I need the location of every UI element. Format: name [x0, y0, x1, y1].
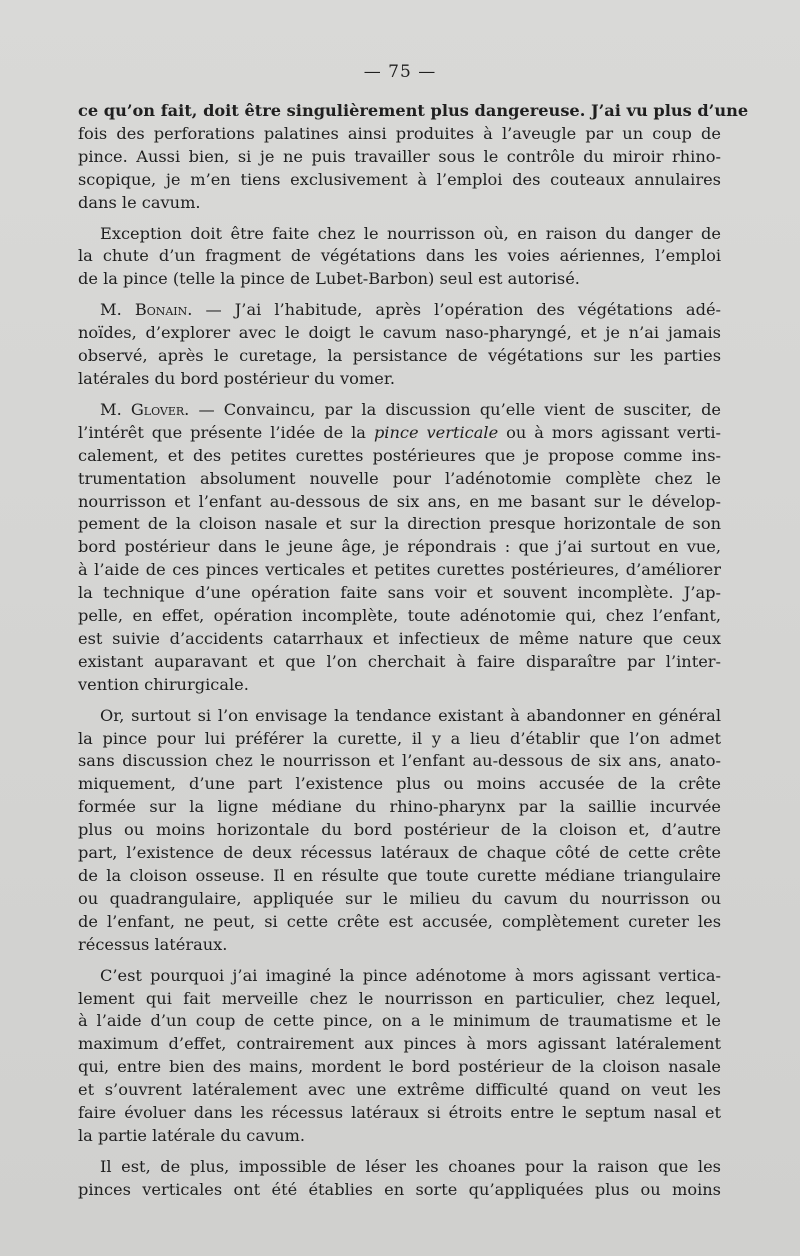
- text-line: ou quadrangulaire, appliquée sur le milieu du cavum du nourrisson ou: [78, 888, 721, 908]
- text-line: pement de la cloison nasale et sur la direction presque horizontale de son: [78, 514, 721, 534]
- text-line: pince. Aussi bien, si je ne puis travailler sous le contrôle du miroir rhino-: [78, 146, 721, 166]
- text-line: [78, 299, 721, 322]
- page-number: — 75 —: [363, 62, 437, 82]
- speaker-name: M. Bonain.: [100, 300, 193, 320]
- text-line: dans le cavum.: [78, 192, 201, 212]
- paragraph-7: [78, 1156, 721, 1202]
- text-line: de la pince (telle la pince de Lubet-Barbon) seul est autorisé.: [78, 269, 580, 289]
- text-line: et s’ouvrent latéralement avec une extrême difficulté quand on veut les: [78, 1080, 721, 1100]
- text-line: latérales du bord postérieur du vomer.: [78, 368, 395, 388]
- text-line: maximum d’effet, contrairement aux pinces à mors agissant latéralement: [78, 1034, 721, 1054]
- text-line: bord postérieur dans le jeune âge, je répondrais : que j’ai surtout en vue,: [78, 537, 721, 557]
- text-fragment: — J’ai l’habitude, après l’opération des végétations adé-: [192, 300, 721, 320]
- text-line: à l’aide d’un coup de cette pince, on a le minimum de traumatisme et le: [78, 1011, 721, 1031]
- paragraph-1: [78, 100, 749, 215]
- text-line: faire évoluer dans les récessus latéraux si étroits entre le septum nasal et: [78, 1103, 721, 1123]
- text-line: qui, entre bien des mains, mordent le bord postérieur de la cloison nasale: [78, 1057, 721, 1077]
- body-text: [78, 100, 749, 1210]
- paragraph-bonain: [78, 299, 721, 391]
- paragraph-2: [78, 223, 721, 292]
- text-line: part, l’existence de deux récessus latéraux de chaque côté de cette crête: [78, 843, 721, 863]
- text-line: C’est pourquoi j’ai imaginé la pince adénotome à mors agissant vertica-: [100, 965, 721, 985]
- text-line: noïdes, d’explorer avec le doigt le cavum naso-pharyngé, et je n’ai jamais: [78, 323, 721, 343]
- text-line: la technique d’une opération faite sans voir et souvent incomplète. J’ap-: [78, 583, 721, 603]
- text-line: formée sur la ligne médiane du rhino-pharynx par la saillie incurvée: [78, 797, 721, 817]
- text-line: la partie latérale du cavum.: [78, 1125, 306, 1145]
- text-line: de la cloison osseuse. Il en résulte que toute curette médiane triangulaire: [78, 866, 721, 885]
- italic-phrase: pince verticale: [373, 422, 499, 442]
- text-line: existant auparavant et que l’on cherchait à faire disparaître par l’inter-: [78, 651, 721, 671]
- text-fragment: l’intérêt que présente l’idée de la: [78, 422, 374, 442]
- text-line: observé, après le curetage, la persistance de végétations sur les parties: [78, 346, 721, 366]
- text-line: de l’enfant, ne peut, si cette crête est accusée, complètement cureter les: [78, 911, 721, 931]
- paragraph-glover: [78, 399, 721, 697]
- text-line: plus ou moins horizontale du bord postérieur de la cloison et, d’autre: [78, 820, 721, 840]
- text-line: calement, et des petites curettes postérieures que je propose comme ins-: [78, 445, 721, 465]
- text-line: nourrisson et l’enfant au-dessous de six ans, en me basant sur le dévelop-: [78, 491, 721, 511]
- text-line: est suivie d’accidents catarrhaux et infectieux de même nature que ceux: [78, 628, 721, 648]
- text-line: pelle, en effet, opération incomplète, toute adénotomie qui, chez l’enfant,: [78, 606, 721, 626]
- paragraph-6: [78, 965, 721, 1148]
- text-line: miquement, d’une part l’existence plus ou moins accusée de la crête: [78, 774, 721, 794]
- text-line: fois des perforations palatines ainsi produites à l’aveugle par un coup de: [78, 123, 721, 143]
- text-line: lement qui fait merveille chez le nourrisson en particulier, chez lequel,: [78, 988, 721, 1008]
- text-line: trumentation absolument nouvelle pour l’adénotomie complète chez le: [78, 468, 721, 488]
- paragraph-5: [78, 705, 721, 957]
- text-line: ce qu’on fait, doit être singulièrement plus dangereuse. J’ai vu plus d’une: [78, 101, 749, 120]
- text-fragment: ou à mors agissant verti-: [498, 422, 722, 442]
- text-line: scopique, je m’en tiens exclusivement à l’emploi des couteaux annulaires: [78, 169, 721, 189]
- text-line: [78, 422, 721, 445]
- text-line: [78, 399, 721, 422]
- text-line: Exception doit être faite chez le nourrisson où, en raison du danger de: [100, 223, 721, 243]
- text-fragment: — Convaincu, par la discussion qu’elle vient de susciter, de: [189, 399, 722, 419]
- speaker-name: M. Glover.: [100, 399, 190, 419]
- text-line: pinces verticales ont été établies en sorte qu’appliquées plus ou moins: [78, 1179, 721, 1199]
- text-line: la pince pour lui préférer la curette, il y a lieu d’établir que l’on admet: [78, 728, 721, 748]
- text-line: sans discussion chez le nourrisson et l’enfant au-dessous de six ans, anato-: [78, 751, 721, 771]
- text-line: vention chirurgicale.: [78, 674, 249, 694]
- text-line: la chute d’un fragment de végétations dans les voies aériennes, l’emploi: [78, 246, 721, 266]
- text-line: à l’aide de ces pinces verticales et petites curettes postérieures, d’améliorer: [78, 560, 721, 580]
- text-line: récessus latéraux.: [78, 934, 228, 954]
- text-line: Or, surtout si l’on envisage la tendance existant à abandonner en général: [100, 705, 721, 725]
- text-line: Il est, de plus, impossible de léser les choanes pour la raison que les: [100, 1156, 721, 1176]
